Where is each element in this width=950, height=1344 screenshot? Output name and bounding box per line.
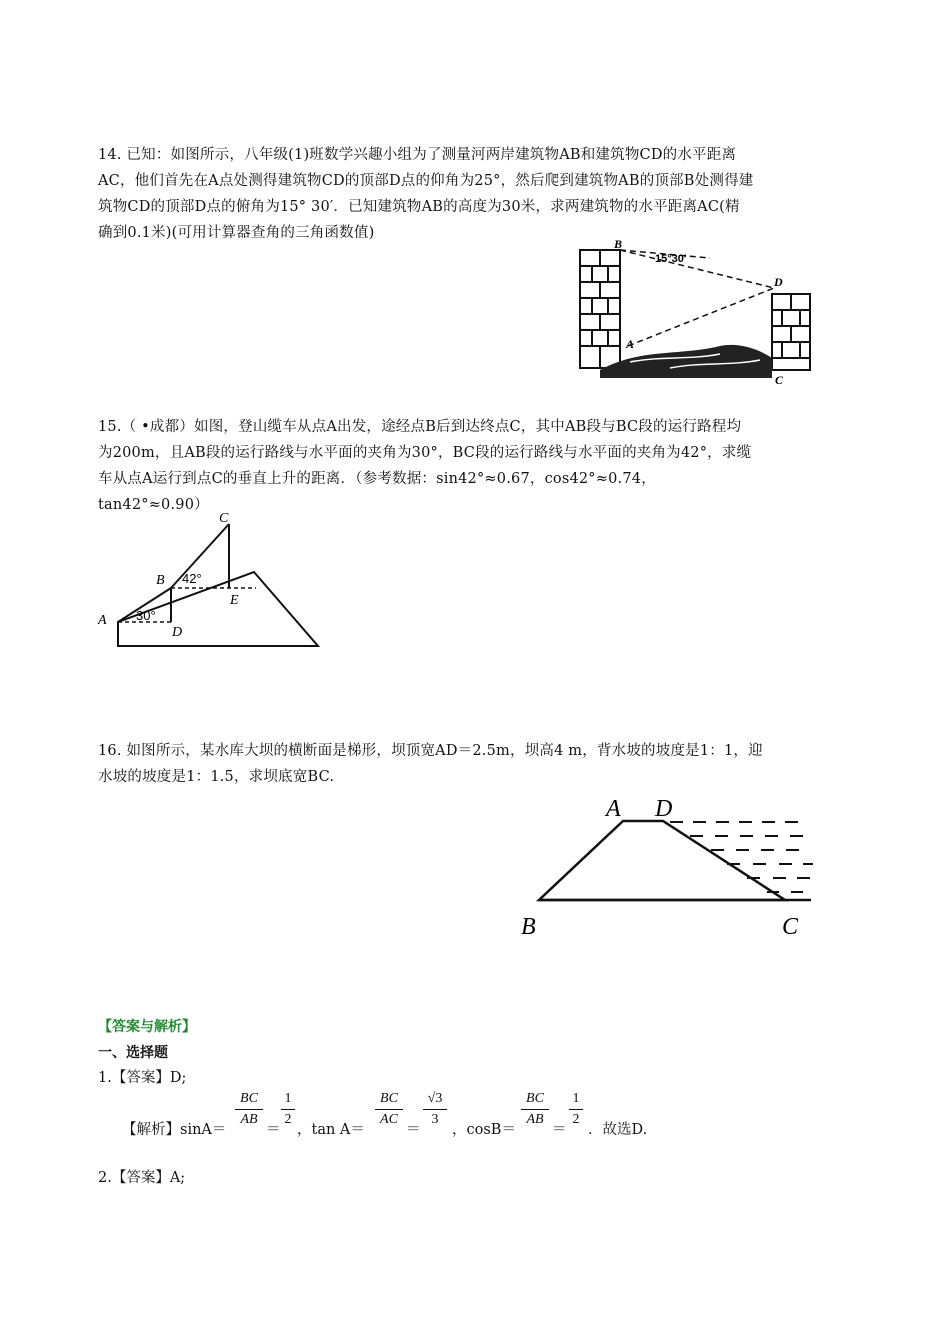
- q16-figure: [515, 788, 825, 948]
- label-a: A: [626, 337, 635, 351]
- label-d: D: [655, 796, 673, 822]
- question-16-text: [98, 738, 858, 790]
- q15-line-4: tan42°≈0.90）: [98, 497, 209, 513]
- answer-1: 1.【答案】D;: [98, 1070, 187, 1086]
- building-ab: [580, 250, 620, 368]
- label-angle-15-30: 15°30′: [655, 253, 687, 265]
- answers-title: 【答案与解析】: [98, 1019, 196, 1035]
- question-14-text: [98, 142, 858, 246]
- q14-line-2: AC，他们首先在A点处测得建筑物CD的顶部D点的仰角为25°，然后爬到建筑物AB的顶部B处测得建: [98, 173, 754, 189]
- section-choice-title: 一、选择题: [98, 1045, 168, 1061]
- q14-figure: [570, 238, 820, 386]
- equals-2: ＝: [406, 1122, 421, 1138]
- label-e: E: [230, 593, 239, 608]
- q15-line-2: 为200m，且AB段的运行路线与水平面的夹角为30°，BC段的运行路线与水平面的夹角为42°，求缆: [98, 445, 752, 461]
- label-c: C: [782, 914, 799, 940]
- q16-line-2: 水坡的坡度是1：1.5，求坝底宽BC.: [98, 769, 335, 785]
- q14-line-4: 确到0.1米)(可用计算器查角的三角函数值): [98, 225, 375, 241]
- answer-2: 2.【答案】A;: [98, 1170, 186, 1186]
- q15-figure: [96, 510, 328, 652]
- q14-line-1: 14. 已知：如图所示，八年级(1)班数学兴趣小组为了测量河两岸建筑物AB和建筑物CD的水平距离: [98, 147, 737, 163]
- q14-line-3: 筑物CD的顶部D点的俯角为15° 30′．已知建筑物AB的高度为30米，求两建筑物的水平距离AC(精: [98, 199, 740, 215]
- line-b-d: [620, 250, 774, 288]
- q15-line-1: 15.（ •成都）如图，登山缆车从点A出发，途经点B后到达终点C，其中AB段与BC段的运行路程均: [98, 419, 742, 435]
- water-dashes: [670, 822, 813, 892]
- fraction-one-half-2: 1 2: [568, 1089, 584, 1130]
- analysis-prefix: 【解析】sinA＝: [122, 1122, 227, 1138]
- label-angle-30: 30°: [136, 608, 156, 623]
- line-a-d: [628, 288, 774, 346]
- fraction-bc-ab-2: BC AB: [520, 1089, 550, 1130]
- fraction-bc-ac: BC AC: [374, 1089, 404, 1130]
- equals-3: ＝: [552, 1122, 567, 1138]
- building-cd: [772, 294, 810, 370]
- analysis-sep-2: ，cosB＝: [452, 1122, 516, 1138]
- q16-line-1: 16. 如图所示，某水库大坝的横断面是梯形，坝顶宽AD＝2.5m，坝高4 m，背水坡的坡度是1：1，迎: [98, 743, 763, 759]
- q15-line-3: 车从点A运行到点C的垂直上升的距离．（参考数据：sin42°≈0.67，cos42°≈0.74，: [98, 471, 656, 487]
- label-c: C: [775, 373, 784, 386]
- label-d: D: [172, 625, 183, 640]
- label-d: D: [774, 275, 783, 289]
- question-15-text: [98, 414, 858, 518]
- label-a: A: [98, 613, 107, 628]
- dam-trapezoid: [539, 821, 785, 900]
- label-angle-42: 42°: [182, 571, 202, 586]
- fraction-sqrt3-3: √3 3: [422, 1089, 448, 1130]
- fraction-bc-ab: BC AB: [234, 1089, 264, 1130]
- equals-1: ＝: [266, 1122, 281, 1138]
- label-c: C: [219, 511, 229, 526]
- analysis-sep-1: ，tan A＝: [297, 1122, 365, 1138]
- fraction-one-half-1: 1 2: [280, 1089, 296, 1130]
- label-b: B: [156, 573, 165, 588]
- analysis-suffix: ．故选D.: [588, 1122, 648, 1138]
- label-b: B: [521, 914, 536, 940]
- label-b: B: [614, 238, 623, 251]
- label-a: A: [606, 796, 621, 822]
